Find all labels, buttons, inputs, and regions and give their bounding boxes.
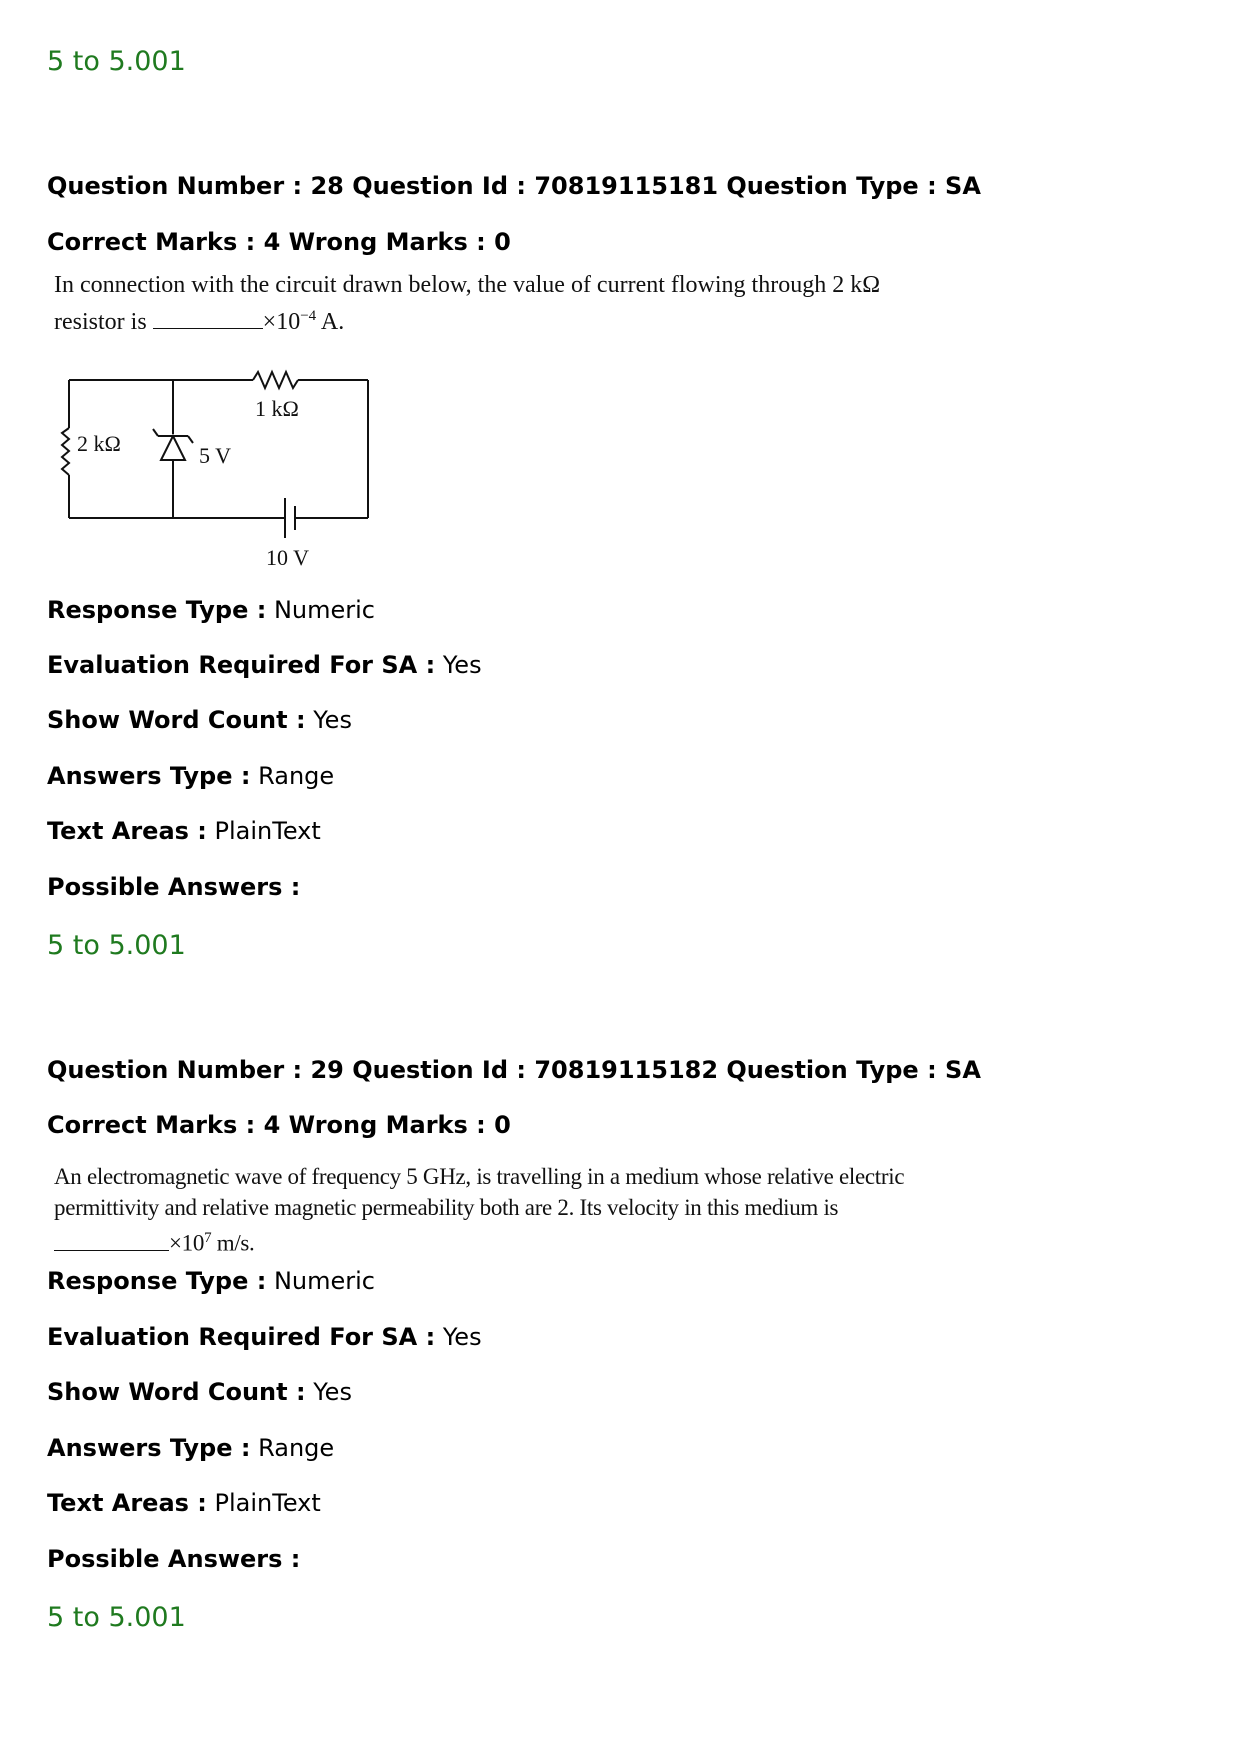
response-type-label: Response Type : xyxy=(47,596,267,624)
evaluation-required-row xyxy=(47,651,482,679)
possible-answers-label: Possible Answers : xyxy=(47,873,301,901)
answer-blank xyxy=(153,310,263,329)
text-areas-label: Text Areas : xyxy=(47,817,207,845)
evaluation-required: Yes xyxy=(442,651,482,679)
answers-type-row xyxy=(47,1434,334,1462)
text-areas-row xyxy=(47,817,321,845)
wrong-marks: 0 xyxy=(494,228,511,256)
zener-label: 5 V xyxy=(199,443,231,468)
evaluation-required: Yes xyxy=(442,1323,482,1351)
r1-label: 1 kΩ xyxy=(255,396,299,421)
possible-answers-row xyxy=(47,1545,300,1573)
correct-marks: 4 xyxy=(263,1111,281,1139)
marks-line xyxy=(47,228,511,256)
question-type-label: Question Type : xyxy=(726,1056,937,1084)
show-word-count: Yes xyxy=(313,706,352,734)
circuit-diagram xyxy=(55,360,385,575)
show-word-count-row xyxy=(47,706,352,734)
question-text xyxy=(54,270,880,338)
show-word-count-label: Show Word Count : xyxy=(47,706,306,734)
response-type: Numeric xyxy=(273,1267,375,1295)
text-areas: PlainText xyxy=(214,817,321,845)
question-text-line: $\times 10^7$ m/s. xyxy=(54,1223,904,1259)
show-word-count: Yes xyxy=(313,1378,352,1406)
text-areas-label: Text Areas : xyxy=(47,1489,207,1517)
text-areas: PlainText xyxy=(214,1489,321,1517)
zener-diode xyxy=(161,436,185,460)
answers-type: Range xyxy=(258,1434,335,1462)
correct-marks: 4 xyxy=(263,228,281,256)
wrong-marks-label: Wrong Marks : xyxy=(288,1111,486,1139)
possible-answers-row xyxy=(47,873,300,901)
possible-answer: 5 to 5.001 xyxy=(47,930,186,961)
question-text-line: In connection with the circuit drawn below, the value of current flowing through 2 kΩ xyxy=(54,272,881,298)
question-text xyxy=(54,1161,904,1259)
question-number: 28 xyxy=(310,172,344,200)
resistor-1k xyxy=(253,372,298,388)
marks-line xyxy=(47,1111,511,1139)
evaluation-required-label: Evaluation Required For SA : xyxy=(47,651,436,679)
question-type: SA xyxy=(945,1056,981,1084)
response-type-label: Response Type : xyxy=(47,1267,267,1295)
response-type-row xyxy=(47,1267,375,1295)
answers-type: Range xyxy=(258,762,335,790)
question-id-label: Question Id : xyxy=(352,1056,526,1084)
answers-type-label: Answers Type : xyxy=(47,762,251,790)
show-word-count-row xyxy=(47,1378,352,1406)
r2-label: 2 kΩ xyxy=(77,431,121,456)
question-number-label: Question Number : xyxy=(47,1056,303,1084)
question-text-line: permittivity and relative magnetic permeability both are 2. Its velocity in this medium is xyxy=(54,1195,839,1220)
question-id-label: Question Id : xyxy=(352,172,526,200)
wrong-marks-label: Wrong Marks : xyxy=(288,228,486,256)
possible-answer: 5 to 5.001 xyxy=(47,1602,186,1633)
question-text-line: An electromagnetic wave of frequency 5 GHz, is travelling in a medium whose relative electric xyxy=(54,1164,905,1189)
answers-type-row xyxy=(47,762,334,790)
correct-marks-label: Correct Marks : xyxy=(47,1111,256,1139)
answers-type-label: Answers Type : xyxy=(47,1434,251,1462)
show-word-count-label: Show Word Count : xyxy=(47,1378,306,1406)
answer-blank xyxy=(54,1232,169,1251)
possible-answer-previous: 5 to 5.001 xyxy=(47,46,186,77)
question-number: 29 xyxy=(310,1056,344,1084)
possible-answers-label: Possible Answers : xyxy=(47,1545,301,1573)
response-type: Numeric xyxy=(273,596,375,624)
question-number-label: Question Number : xyxy=(47,172,303,200)
question-header xyxy=(47,1056,981,1084)
evaluation-required-label: Evaluation Required For SA : xyxy=(47,1323,436,1351)
question-id: 70819115182 xyxy=(534,1056,719,1084)
zener-bar xyxy=(153,429,158,436)
question-type-label: Question Type : xyxy=(726,172,937,200)
wrong-marks: 0 xyxy=(494,1111,511,1139)
question-id: 70819115181 xyxy=(534,172,719,200)
response-type-row xyxy=(47,596,375,624)
zener-bar xyxy=(188,436,193,443)
text-areas-row xyxy=(47,1489,321,1517)
question-text-line: resistor is $\times 10^{-4}$ A. xyxy=(54,308,345,335)
question-header xyxy=(47,172,981,200)
question-type: SA xyxy=(945,172,981,200)
evaluation-required-row xyxy=(47,1323,482,1351)
battery-label: 10 V xyxy=(266,545,309,570)
resistor-2k xyxy=(62,428,69,475)
correct-marks-label: Correct Marks : xyxy=(47,228,256,256)
